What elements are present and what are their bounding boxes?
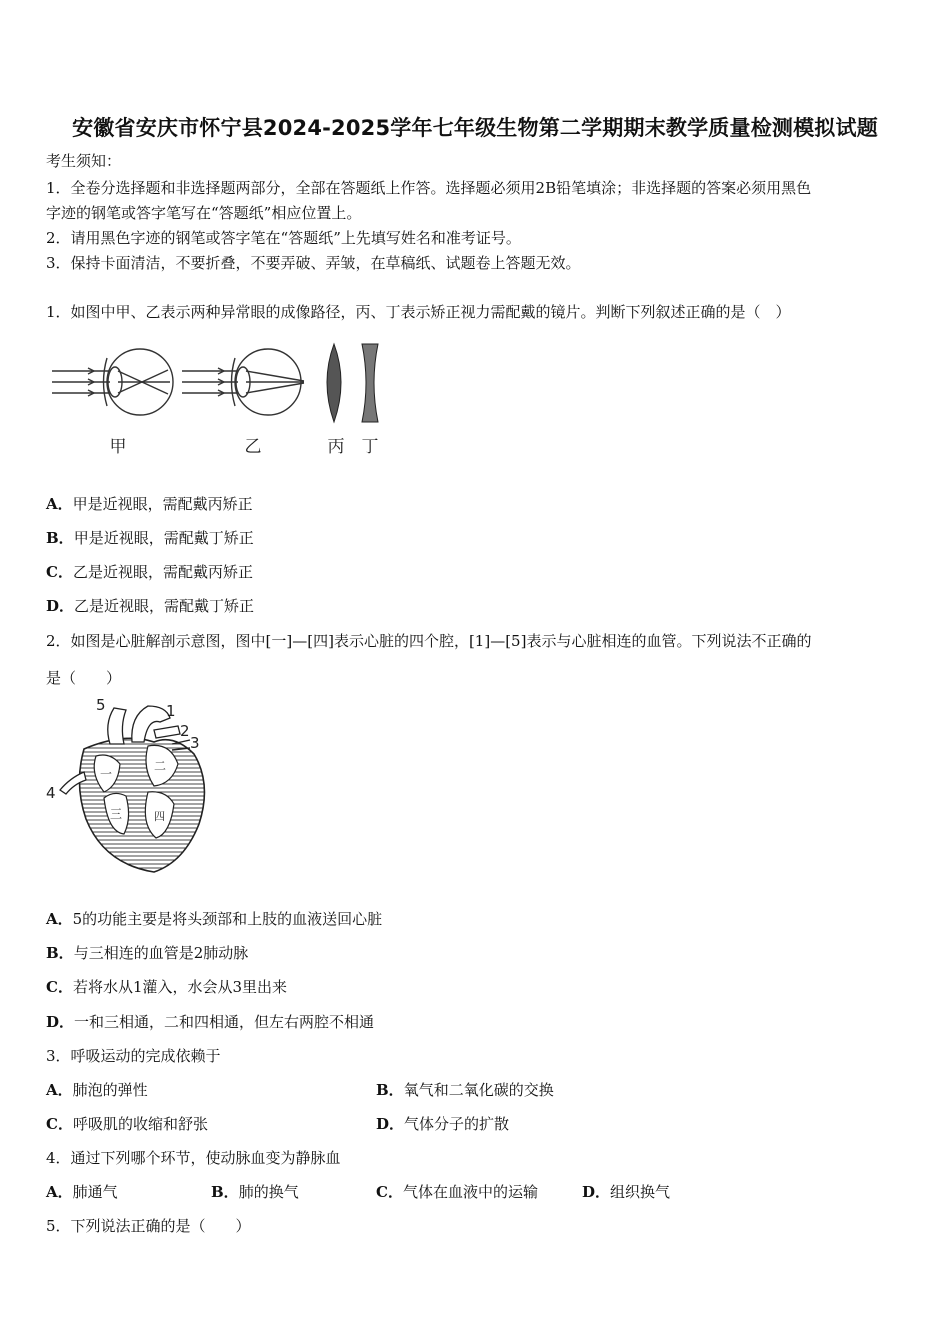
heart-label-3: 3 [190, 734, 200, 752]
q4-option-a: A．肺通气 [46, 1183, 118, 1201]
heart-label-5: 5 [96, 696, 106, 714]
q1-option-d: D．乙是近视眼，需配戴丁矫正 [46, 597, 255, 615]
page-title: 安徽省安庆市怀宁县2024-2025学年七年级生物第二学期期末教学质量检测模拟试题 [72, 116, 878, 140]
q4-option-c: C．气体在血液中的运输 [376, 1183, 538, 1201]
q2-option-d: D．一和三相通，二和四相通，但左右两腔不相通 [46, 1013, 375, 1031]
eye-jia-diagram [52, 349, 173, 415]
heart-label-2: 2 [180, 722, 190, 740]
eye-lens-figure [48, 340, 388, 460]
q3-option-d: D．气体分子的扩散 [376, 1115, 510, 1133]
q3-option-a: A．肺泡的弹性 [46, 1081, 148, 1099]
q2-option-c: C．若将水从1灌入，水会从3里出来 [46, 978, 288, 996]
q3-stem: 3．呼吸运动的完成依赖于 [46, 1047, 221, 1065]
label-jia: 甲 [109, 437, 127, 457]
q1-option-a: A．甲是近视眼，需配戴丙矫正 [46, 495, 253, 513]
q2-option-b: B．与三相连的血管是2肺动脉 [46, 944, 249, 962]
eye-yi-diagram [182, 349, 304, 415]
q2-stem-line-1: 2．如图是心脏解剖示意图，图中[一]—[四]表示心脏的四个腔，[1]—[5]表示与心脏相连的血管。下列说法不正确的 [46, 632, 812, 650]
notice-line-2: 2．请用黑色字迹的钢笔或答字笔在“答题纸”上先填写姓名和准考证号。 [46, 229, 521, 247]
heart-label-4: 4 [46, 784, 56, 802]
chamber-label-4: 四 [154, 810, 165, 823]
q1-option-b: B．甲是近视眼，需配戴丁矫正 [46, 529, 254, 547]
q4-stem: 4．通过下列哪个环节，使动脉血变为静脉血 [46, 1149, 341, 1167]
heart-label-1: 1 [166, 702, 176, 720]
label-yi: 乙 [244, 437, 262, 457]
q3-option-c: C．呼吸肌的收缩和舒张 [46, 1115, 208, 1133]
label-bing: 丙 [327, 437, 345, 457]
q2-option-a: A．5的功能主要是将头颈部和上肢的血液送回心脏 [46, 910, 383, 928]
q1-option-c: C．乙是近视眼，需配戴丙矫正 [46, 563, 253, 581]
chamber-label-2: 二 [154, 759, 167, 773]
concave-lens-ding [362, 344, 378, 422]
notice-heading: 考生须知： [46, 152, 122, 170]
notice-line-1a: 1．全卷分选择题和非选择题两部分，全部在答题纸上作答。选择题必须用2B铅笔填涂；非选择题的答案必须用黑色 [46, 179, 812, 197]
q1-stem: 1．如图中甲、乙表示两种异常眼的成像路径，丙、丁表示矫正视力需配戴的镜片。判断下列叙述正确的是（ ） [46, 303, 791, 321]
q5-stem: 5．下列说法正确的是（ ） [46, 1217, 251, 1235]
label-ding: 丁 [361, 437, 379, 457]
q4-option-d: D．组织换气 [582, 1183, 671, 1201]
q3-option-b: B．氧气和二氧化碳的交换 [376, 1081, 554, 1099]
chamber-label-1: 一 [100, 767, 113, 781]
q2-stem-line-2: 是（ ） [46, 669, 122, 687]
notice-line-1b: 字迹的钢笔或答字笔写在“答题纸”相应位置上。 [46, 204, 362, 222]
q4-option-b: B．肺的换气 [211, 1183, 299, 1201]
notice-line-3: 3．保持卡面清洁，不要折叠，不要弄破、弄皱，在草稿纸、试题卷上答题无效。 [46, 254, 581, 272]
heart-diagram [44, 694, 214, 880]
convex-lens-bing [327, 344, 341, 422]
chamber-label-3: 三 [110, 807, 123, 821]
